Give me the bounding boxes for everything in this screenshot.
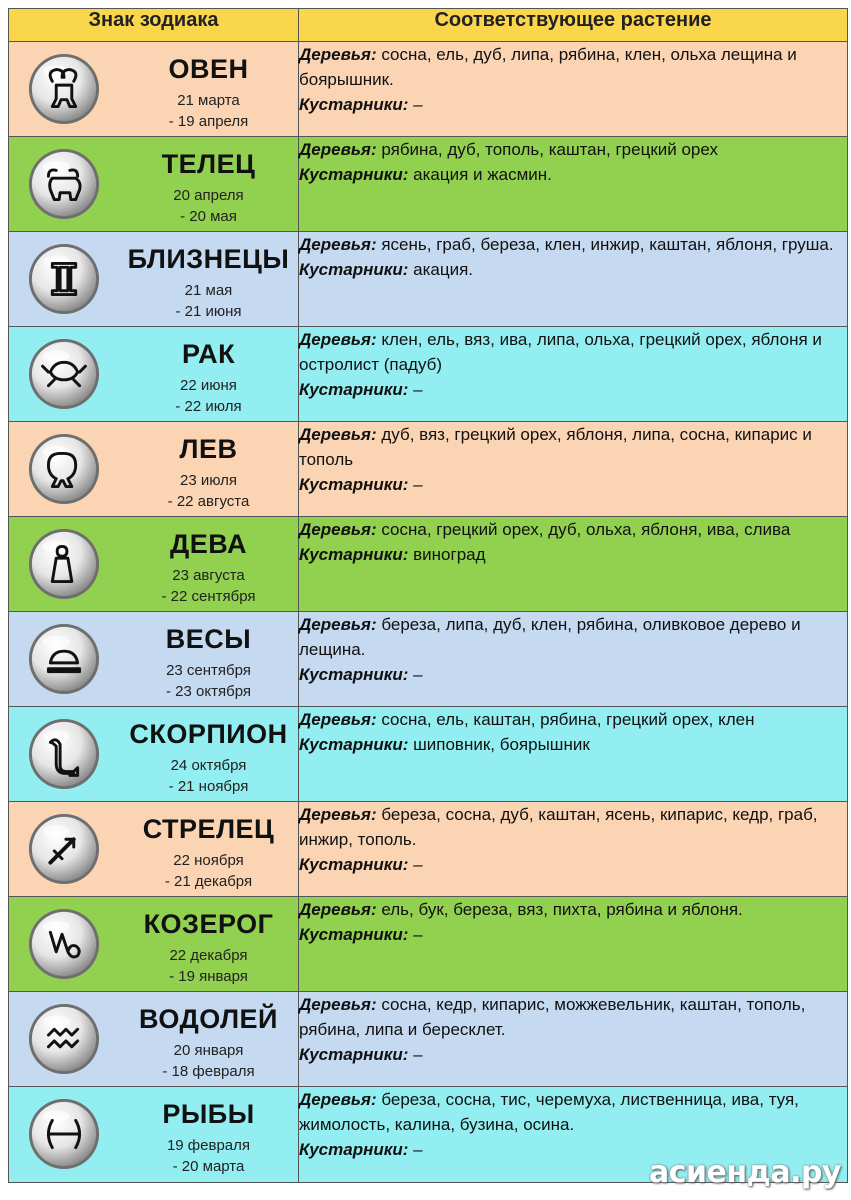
pisces-emblem-icon (27, 1097, 101, 1171)
trees-line (299, 422, 847, 472)
sign-cell (9, 612, 299, 707)
trees-label: Деревья: (299, 1090, 377, 1109)
sign-name: ВОДОЛЕЙ (139, 1004, 278, 1034)
trees-list: сосна, ель, каштан, рябина, грецкий орех, клен (381, 710, 755, 729)
plants-cell (299, 232, 848, 327)
plants-cell (299, 802, 848, 897)
trees-list: береза, липа, дуб, клен, рябина, оливковое дерево и лещина. (299, 615, 801, 659)
sign-name: РЫБЫ (162, 1099, 255, 1129)
table-row (9, 42, 848, 137)
shrubs-list: – (413, 1140, 423, 1159)
table-row (9, 517, 848, 612)
trees-line (299, 42, 847, 92)
trees-label: Деревья: (299, 710, 377, 729)
column-header-sign: Знак зодиака (9, 9, 299, 42)
trees-line (299, 802, 847, 852)
trees-line (299, 707, 847, 732)
sign-cell (9, 992, 299, 1087)
shrubs-list: шиповник, боярышник (413, 735, 590, 754)
plants-cell (299, 327, 848, 422)
sign-date-start: 20 апреля (173, 187, 244, 204)
sign-cell (9, 137, 299, 232)
trees-label: Деревья: (299, 140, 377, 159)
zodiac-plants-table (8, 8, 848, 1183)
trees-line (299, 612, 847, 662)
shrubs-label: Кустарники: (299, 925, 409, 944)
plants-cell (299, 992, 848, 1087)
sign-name: БЛИЗНЕЦЫ (127, 244, 290, 274)
trees-list: сосна, ель, дуб, липа, рябина, клен, ольха лещина и боярышник. (299, 45, 797, 89)
trees-list: ель, бук, береза, вяз, пихта, рябина и яблоня. (381, 900, 743, 919)
sign-date-start: 23 июля (179, 472, 238, 489)
table-row (9, 137, 848, 232)
sign-cell (9, 422, 299, 517)
sign-date-end: - 19 апреля (168, 113, 249, 130)
table-row (9, 327, 848, 422)
sign-date-start: 22 декабря (169, 947, 248, 964)
sign-name: ОВЕН (168, 54, 249, 84)
shrubs-label: Кустарники: (299, 665, 409, 684)
shrubs-list: акация. (413, 260, 474, 279)
trees-label: Деревья: (299, 235, 377, 254)
plants-cell (299, 422, 848, 517)
sign-date-end: - 18 февраля (162, 1063, 255, 1080)
sign-date-end: - 21 ноября (168, 778, 249, 795)
sign-cell (9, 42, 299, 137)
trees-line (299, 232, 847, 257)
sign-date-start: 23 сентября (166, 662, 251, 679)
libra-emblem-icon (27, 622, 101, 696)
site-watermark: асиенда.ру (648, 1155, 841, 1190)
shrubs-label: Кустарники: (299, 855, 409, 874)
trees-label: Деревья: (299, 520, 377, 539)
shrubs-line (299, 732, 847, 757)
trees-label: Деревья: (299, 900, 377, 919)
shrubs-line (299, 542, 847, 567)
shrubs-label: Кустарники: (299, 1045, 409, 1064)
shrubs-line (299, 852, 847, 877)
sign-name: СКОРПИОН (129, 719, 288, 749)
table-row (9, 802, 848, 897)
shrubs-list: – (413, 380, 423, 399)
sign-date-start: 21 мая (184, 282, 233, 299)
shrubs-list: акация и жасмин. (413, 165, 552, 184)
shrubs-line (299, 377, 847, 402)
trees-list: рябина, дуб, тополь, каштан, грецкий орех (381, 140, 718, 159)
sign-name: РАК (181, 339, 236, 369)
shrubs-line (299, 92, 847, 117)
shrubs-line (299, 922, 847, 947)
sagittarius-emblem-icon (27, 812, 101, 886)
trees-list: ясень, граб, береза, клен, инжир, каштан, яблоня, груша. (381, 235, 834, 254)
sign-date-end: - 22 июля (175, 398, 242, 415)
trees-label: Деревья: (299, 805, 377, 824)
sign-date-start: 22 ноября (173, 852, 244, 869)
sign-name: ДЕВА (170, 529, 247, 559)
shrubs-label: Кустарники: (299, 165, 409, 184)
sign-date-start: 21 марта (177, 92, 240, 109)
shrubs-line (299, 662, 847, 687)
trees-line (299, 897, 847, 922)
plants-cell (299, 707, 848, 802)
sign-date-end: - 20 марта (172, 1158, 245, 1175)
sign-date-start: 20 января (173, 1042, 244, 1059)
table-row (9, 612, 848, 707)
sign-date-start: 19 февраля (166, 1137, 251, 1154)
capricorn-emblem-icon (27, 907, 101, 981)
shrubs-label: Кустарники: (299, 95, 409, 114)
taurus-emblem-icon (27, 147, 101, 221)
sign-date-start: 24 октября (170, 757, 247, 774)
sign-date-end: - 22 августа (167, 493, 250, 510)
cancer-emblem-icon (27, 337, 101, 411)
virgo-emblem-icon (27, 527, 101, 601)
gemini-emblem-icon (27, 242, 101, 316)
sign-cell (9, 897, 299, 992)
shrubs-label: Кустарники: (299, 735, 409, 754)
sign-name: ТЕЛЕЦ (161, 149, 256, 179)
shrubs-list: виноград (413, 545, 486, 564)
trees-list: сосна, грецкий орех, дуб, ольха, яблоня, ива, слива (381, 520, 791, 539)
shrubs-list: – (413, 925, 423, 944)
shrubs-list: – (413, 475, 423, 494)
shrubs-line (299, 162, 847, 187)
trees-label: Деревья: (299, 995, 377, 1014)
shrubs-line (299, 472, 847, 497)
table-row (9, 992, 848, 1087)
trees-line (299, 1087, 847, 1137)
leo-emblem-icon (27, 432, 101, 506)
sign-cell (9, 517, 299, 612)
sign-date-start: 22 июня (180, 377, 237, 394)
shrubs-list: – (413, 855, 423, 874)
trees-label: Деревья: (299, 615, 377, 634)
aries-emblem-icon (27, 52, 101, 126)
sign-cell (9, 327, 299, 422)
sign-name: СТРЕЛЕЦ (142, 814, 275, 844)
table-row (9, 422, 848, 517)
scorpio-emblem-icon (27, 717, 101, 791)
sign-cell (9, 802, 299, 897)
shrubs-list: – (413, 665, 423, 684)
sign-date-end: - 22 сентября (161, 588, 256, 605)
sign-cell (9, 707, 299, 802)
trees-list: береза, сосна, тис, черемуха, лиственница, ива, туя, жимолость, калина, бузина, осина. (299, 1090, 799, 1134)
plants-cell (299, 42, 848, 137)
trees-line (299, 137, 847, 162)
trees-list: клен, ель, вяз, ива, липа, ольха, грецкий орех, яблоня и остролист (падуб) (299, 330, 822, 374)
shrubs-list: – (413, 95, 423, 114)
trees-label: Деревья: (299, 330, 377, 349)
sign-date-start: 23 августа (172, 567, 245, 584)
table-row (9, 707, 848, 802)
aquarius-emblem-icon (27, 1002, 101, 1076)
shrubs-label: Кустарники: (299, 1140, 409, 1159)
column-header-plant: Соответствующее растение (299, 9, 848, 42)
trees-label: Деревья: (299, 45, 377, 64)
sign-name: ВЕСЫ (165, 624, 252, 654)
plants-cell (299, 137, 848, 232)
trees-line (299, 992, 847, 1042)
plants-cell (299, 897, 848, 992)
shrubs-line (299, 1042, 847, 1067)
trees-line (299, 327, 847, 377)
shrubs-label: Кустарники: (299, 545, 409, 564)
shrubs-line (299, 257, 847, 282)
plants-cell (299, 612, 848, 707)
trees-line (299, 517, 847, 542)
plants-cell (299, 517, 848, 612)
sign-cell (9, 1087, 299, 1183)
sign-date-end: - 21 июня (175, 303, 242, 320)
shrubs-label: Кустарники: (299, 260, 409, 279)
shrubs-label: Кустарники: (299, 475, 409, 494)
trees-list: береза, сосна, дуб, каштан, ясень, кипарис, кедр, граб, инжир, тополь. (299, 805, 818, 849)
shrubs-list: – (413, 1045, 423, 1064)
sign-date-end: - 23 октября (166, 683, 251, 700)
table-row (9, 897, 848, 992)
sign-name: КОЗЕРОГ (143, 909, 274, 939)
table-header-row (9, 9, 848, 42)
trees-list: сосна, кедр, кипарис, можжевельник, каштан, тополь, рябина, липа и бересклет. (299, 995, 806, 1039)
sign-name: ЛЕВ (179, 434, 238, 464)
sign-date-end: - 19 января (169, 968, 248, 985)
trees-list: дуб, вяз, грецкий орех, яблоня, липа, сосна, кипарис и тополь (299, 425, 812, 469)
trees-label: Деревья: (299, 425, 377, 444)
table-row (9, 232, 848, 327)
shrubs-label: Кустарники: (299, 380, 409, 399)
sign-date-end: - 20 мая (180, 208, 237, 225)
sign-cell (9, 232, 299, 327)
sign-date-end: - 21 декабря (164, 873, 253, 890)
